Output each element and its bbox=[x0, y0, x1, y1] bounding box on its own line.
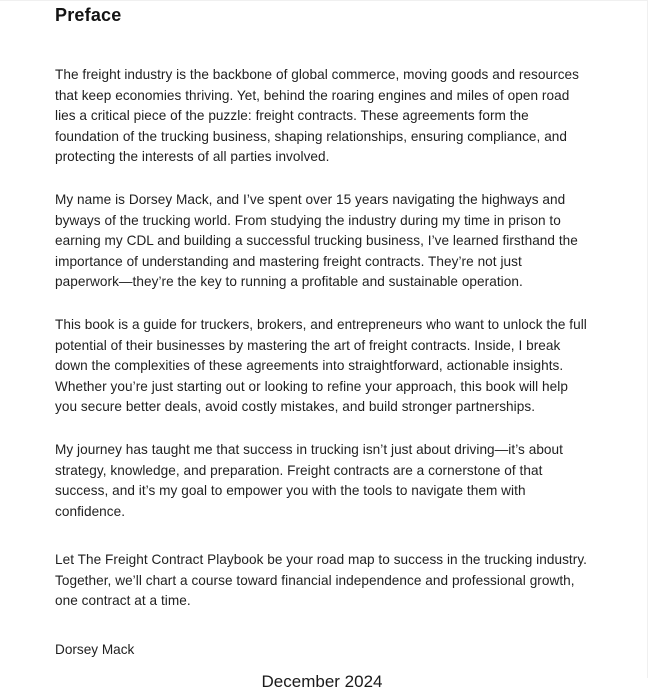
preface-paragraph-4: My journey has taught me that success in trucking isn’t just about driving—it’s about strategy, knowledge, and preparation. Freight contracts are a cornerstone of that success, and it’s my goal to empower you with the tools to navigate them with confidence. bbox=[55, 441, 563, 519]
page-title: Preface bbox=[55, 5, 122, 25]
publication-date: December 2024 bbox=[261, 671, 383, 691]
preface-paragraph-2: My name is Dorsey Mack, and I’ve spent over 15 years navigating the highways and byways of the trucking world. From studying the industry during my time in prison to earning my CDL and building a successful trucking business, I’ve learned firsthand the importance of understanding and mastering freight contracts. They’re not just paperwork—they’re the key to running a profitable and sustainable operation. bbox=[55, 191, 578, 290]
preface-paragraph-3: This book is a guide for truckers, brokers, and entrepreneurs who want to unlock the full potential of their businesses by mastering the art of freight contracts. Inside, I break down the complexities of these agreements into straightforward, actionable insights. Whether you’re just starting out or looking to refine your approach, this book will help you secure better deals, avoid costly mistakes, and build stronger partnerships. bbox=[55, 316, 587, 415]
preface-paragraph-1: The freight industry is the backbone of global commerce, moving goods and resources that keep economies thriving. Yet, behind the roaring engines and miles of open road lies a critical piece of the puzzle: freight contracts. These agreements form the foundation of the trucking business, shaping relationships, ensuring compliance, and protecting the interests of all parties involved. bbox=[55, 67, 580, 165]
author-signature: Dorsey Mack bbox=[55, 642, 135, 658]
preface-paragraph-5: Let The Freight Contract Playbook be your road map to success in the trucking industry. Together, we’ll chart a course toward financial independence and professional growth, one contract at a time. bbox=[55, 552, 588, 609]
